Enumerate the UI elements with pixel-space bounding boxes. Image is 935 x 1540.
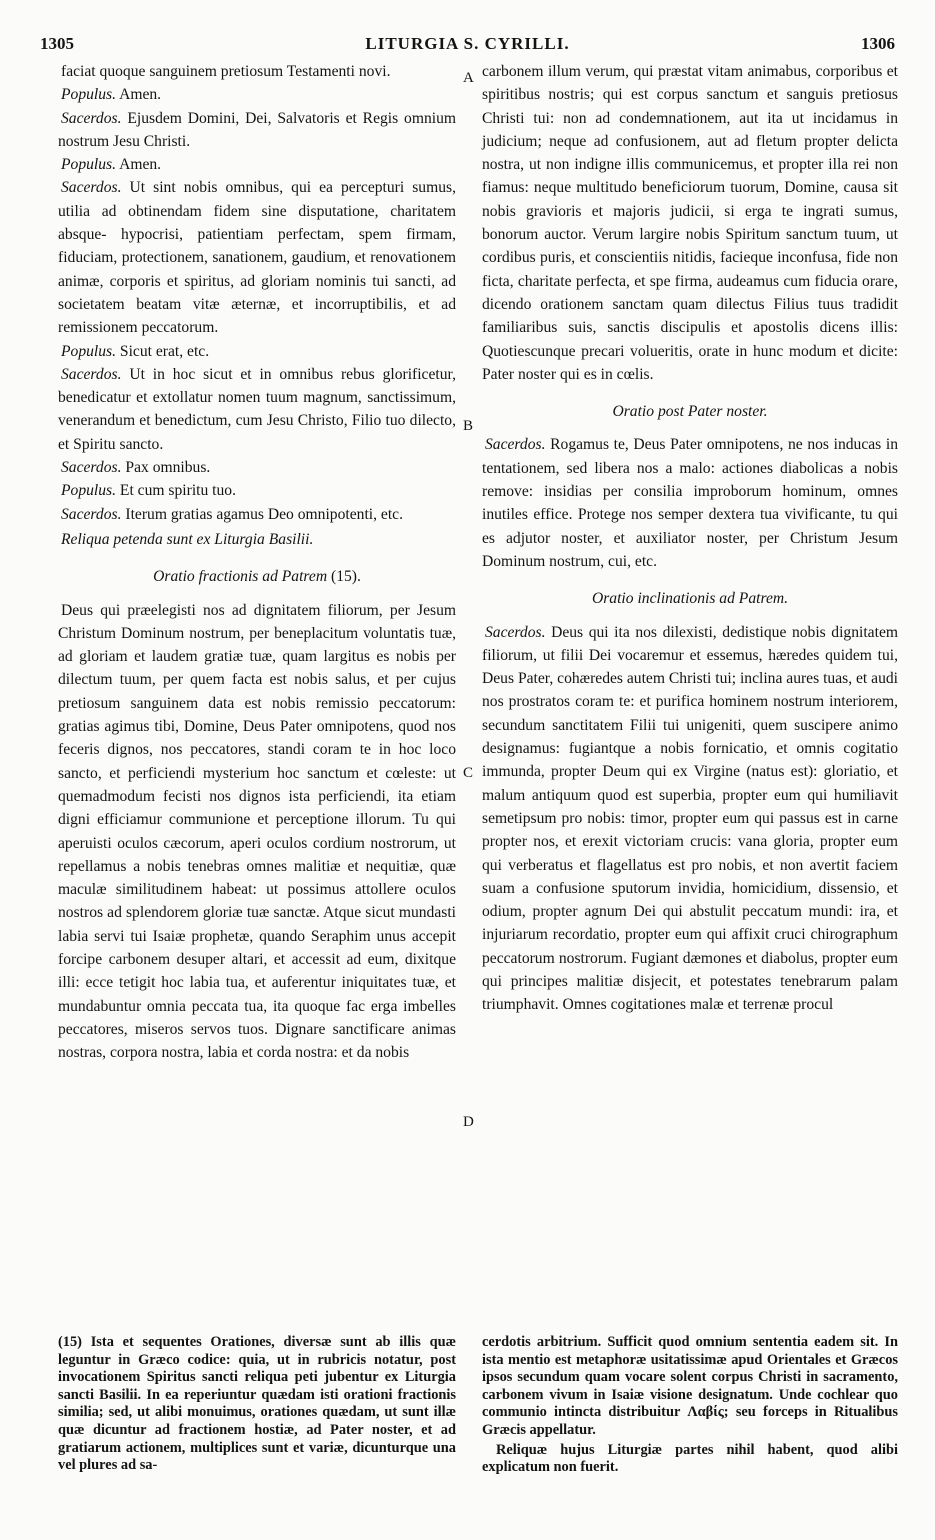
page-number-right: 1306 (861, 34, 895, 53)
page-number-left: 1305 (40, 34, 74, 53)
footnote-right (482, 1334, 898, 1477)
speaker-label: Sacerdos. (61, 505, 122, 523)
prayer-text-post-pater: Sacerdos. Rogamus te, Deus Pater omnipotens, ne nos inducas in tentationem, sed libera nos a malo: actiones diabolicas a nobis remove: insidias per consilia improborum hominum, omnes inutiles effice. Protege nos semper dextera tua vivificante, tu qui es adjutor noster, et auxiliator noster, per Christum Jesum Dominum nostrum, cui, etc. (482, 436, 898, 570)
left-column (58, 60, 456, 1064)
dialogue-line: Sacerdos. Ejusdem Domini, Dei, Salvatoris et Regis omnium nostrum Jesu Christi. (58, 109, 457, 150)
section-heading-fractionis: Oratio fractionis ad Patrem (15). (153, 568, 361, 586)
speaker-label: Populus. (61, 156, 117, 174)
dialogue-line: Populus. Amen. (61, 86, 162, 104)
prayer-text-inclinationis: Sacerdos. Deus qui ita nos dilexisti, dedistique nobis dignitatem filiorum, ut filii Dei vocaremur et essemus, hæredes quidem tui, Deus Pater, cohæredes autem Christi tui; inclina aures tuas, et audi nos prostratos coram te: et purifica hominem nostrum interiorem, secundum sanctitatem Filii tui unigeniti, quem suscipere animo designamus: fugiantque a nobis fornicatio, et omnis cogitatio immunda, propter Deum qui ex Virgine (natus est): gloriatio, et malum antiquum quod est superbia, propter eum qui humiliavit semetipsum pro nobis: timor, propter eum qui passus est in carne propter nos, et erexit victoriam crucis: vana gloria, propter eum qui verberatus et flagellatus est pro nobis, et non avertit faciem suam a confusione sputorum invidia, homicidium, dissensio, et odium, propter agnum Dei qui abstulit peccatum mundi: ira, et injuriarum recordatio, propter eum qui affixit cruci chirographum peccatorum nostrorum. Fugiant dæmones et diabolus, propter eum qui principes malitiæ disjecit, et potestates tenebrarum palam triumphavit. Omnes cogitationes malæ et terrenæ procul (482, 623, 898, 1014)
dialogue-line: Sacerdos. Ut sint nobis omnibus, qui ea percepturi sumus, utilia ad obtinendam fidem sine disputatione, charitatem absque- hypocrisi, patientiam perfectam, spem firmam, fiduciam, protectionem, sanationem, gaudium, et renovationem animæ, corporis et spiritus, ad gloriam nominis tui sancti, ad societatem beatam vitæ æternæ, et incorruptibilis, et ad remissionem peccatorum. (58, 179, 456, 337)
footnote-left (58, 1334, 456, 1475)
dialogue-line: Populus. Et cum spiritu tuo. (61, 482, 236, 500)
dialogue-line: Populus. Sicut erat, etc. (61, 342, 210, 360)
margin-letter-d: D (463, 1114, 474, 1130)
speaker-label: Sacerdos. (485, 436, 546, 454)
speaker-label: Populus. (61, 482, 117, 500)
speaker-label: Sacerdos. (61, 459, 122, 477)
footnote-15-continued: cerdotis arbitrium. Sufficit quod omnium sententia eadem sit. In ista mentio est metaphoræ usitatissimæ apud Orientales et Græcos ipsos secundum quam vocare solent corpus Christi in sacramento, carbonem vivum in Isaiæ visione designatum. Unde cochlear quo communio intincta distribuitur Λαβίς; seu forceps in Ritualibus Græcis appellatur. (482, 1334, 898, 1438)
right-column (482, 60, 898, 1017)
dialogue-line: Sacerdos. Pax omnibus. (61, 459, 211, 477)
running-title: LITURGIA S. CYRILLI. (365, 34, 570, 53)
prayer-text-fractionis: Deus qui præelegisti nos ad dignitatem filiorum, per Jesum Christum Dominum nostrum, per beneplacitum voluntatis tuæ, ad gloriam et laudem gratiæ tuæ, quam largitus es nobis per dilectum tuum, per quem facta est nobis salus, et per cujus pretiosum sanguinem data est nobis remissio peccatorum: gratias agimus tibi, Domine, Deus Pater omnipotens, quod nos feceris dignos, nos peccatores, standi coram te in hoc loco sancto, et perficiendi mysterium hoc sanctum et cœleste: ut quemadmodum fecisti nos dignos ista perficiendi, ita etiam digni efficiamur communione et perceptione illorum. Tu qui aperuisti oculos cæcorum, aperi oculos cordium nostrorum, ut repellamus a nobis tenebras omnes malitiæ et nequitiæ, quæ maculæ similitudinem habeat: ut possimus attollere oculos nostros ad splendorem gloriæ tuæ sanctæ. Atque sicut mundasti labia servi tui Isaiæ prophetæ, quando Seraphim unus accepit forcipe carbonem desuper altari, et accessit ad eum, dixitque illi: ecce tetigit hoc labia tua, et auferentur iniquitates tuæ, et mundabuntur omnia peccata tua, ita quoque fac erga imbelles peccatores, miseros servos tuos. Dignare sanctificare animas nostras, corpora nostra, labia et corda nostra: et da nobis (58, 601, 456, 1062)
dialogue-line: Sacerdos. Ut in hoc sicut et in omnibus rebus glorificetur, benedicatur et extollatur nomen tuum magnum, sanctissimum, venerandum et benedictum, cum Jesu Christo, Filio tuo dilecto, et Spiritu sancto. (58, 365, 456, 453)
speaker-label: Populus. (61, 342, 117, 360)
rubric-note: Reliqua petenda sunt ex Liturgia Basilii. (61, 530, 314, 548)
section-heading-post-pater: Oratio post Pater noster. (612, 403, 768, 421)
speaker-label: Sacerdos. (61, 109, 122, 127)
footnote-closing: Reliquæ hujus Liturgiæ partes nihil habent, quod alibi explicatum non fuerit. (482, 1441, 898, 1476)
dialogue-line: faciat quoque sanguinem pretiosum Testamenti novi. (61, 63, 391, 80)
speaker-label: Populus. (61, 86, 117, 104)
speaker-label: Sacerdos. (485, 623, 546, 641)
speaker-label: Sacerdos. (61, 365, 122, 383)
margin-letter-a: A (463, 70, 474, 86)
dialogue-line: Populus. Amen. (61, 156, 162, 174)
dialogue-line: Sacerdos. Iterum gratias agamus Deo omnipotenti, etc. (61, 505, 403, 523)
page-header (40, 34, 895, 56)
speaker-label: Sacerdos. (61, 179, 122, 197)
margin-letter-b: B (463, 418, 474, 434)
section-heading-inclinationis: Oratio inclinationis ad Patrem. (591, 590, 789, 608)
prayer-continuation: carbonem illum verum, qui præstat vitam animabus, corporibus et spiritibus nostris; qui est corpus sanctum et sanguis pretiosus Christi tui: non ad condemnationem, aut ita ut incidamus in judicium; neque ad confusionem, aut ad fletum propter delicta nostra, ut non indigne illis communicemus, et propter illa rei non fiamus: neque multitudo beneficiorum tuorum, Domine, causa sit nobis gravioris et majoris judicii, si erga te ingrati sumus, bonorum auctor. Verum largire nobis Spiritum sanctum tuum, ut cordibus puris, et conscientiis nitidis, facieque inconfusa, fide non ficta, charitate perfecta, et spe firma, audeamus cum fiducia orare, dicendo orationem sanctam quam dilectus Filius tuus tradidit familiaribus suis, sanctis discipulis et apostolis dicens illis: Quotiescunque precari volueritis, orate in hunc modum et dicite: Pater noster qui es in cœlis. (482, 63, 898, 383)
footnote-15: (15) Ista et sequentes Orationes, diversæ sunt ab illis quæ leguntur in Græco codice: quia, ut in rubricis notatur, post invocationem Spiritus sancti reliqua peti jubentur ex Liturgia sancti Basilii. In ea reperiuntur quædam isti orationi fractionis similia; sed, ut alibi monuimus, orationes quædam, ut sunt illæ quæ dicuntur ad fractionem hostiæ, ad Pater noster, et ad gratiarum actionem, multiplices sunt et variæ, dicunturque una vel plures ad sa- (58, 1334, 456, 1474)
margin-letter-c: C (463, 765, 474, 781)
